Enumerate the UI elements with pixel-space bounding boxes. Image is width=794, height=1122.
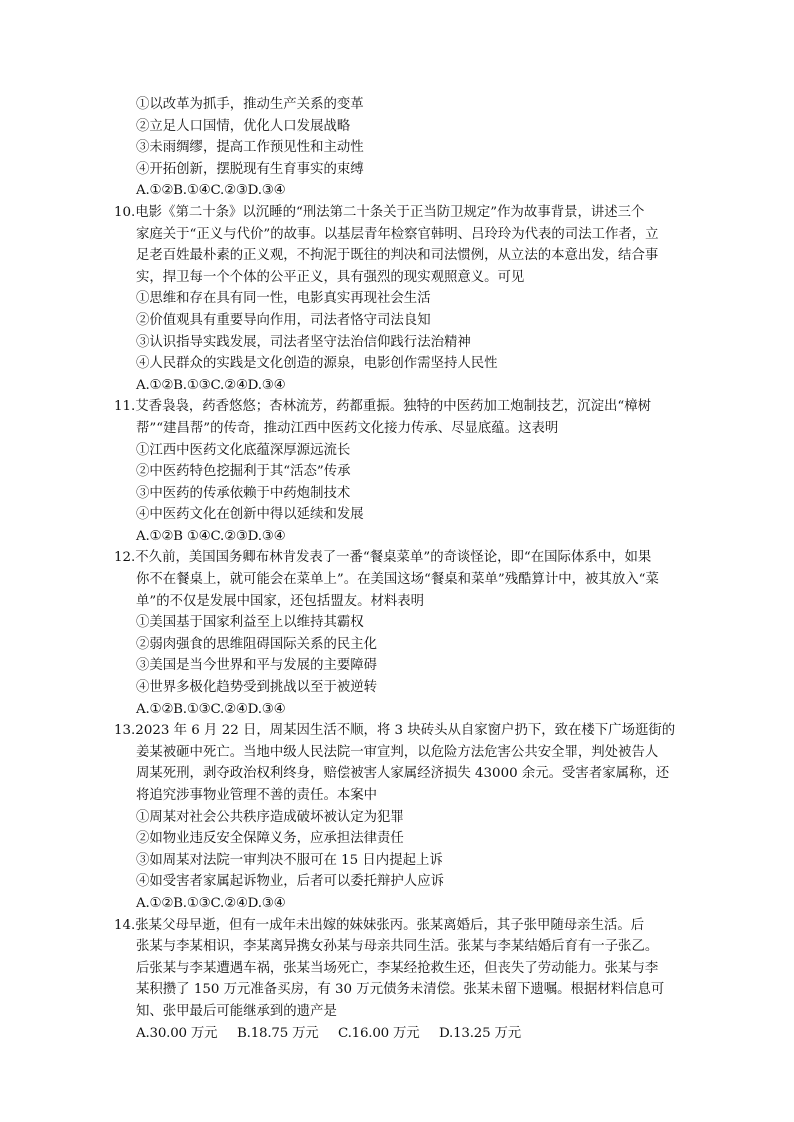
option-line: ②中医药特色挖掘利于其“活态”传承 [136,464,351,480]
question-stem-line: 知、张甲最后可能继承到的遗产是 [136,1003,337,1019]
question-13 [114,720,714,914]
option-line: ④如受害者家属起诉物业，后者可以委托辩护人应诉 [136,874,444,890]
option-line: ③认识指导实践发展，司法者坚守法治信仰践行法治精神 [136,334,471,350]
question-stem-line: 张某与李某相识，李某离异携女孙某与母亲共同生活。张某与李某结婚后育有一子张乙。 [136,939,659,955]
choice-a: A.30.00 万元 [136,1025,218,1041]
option-line: ①美国基于国家利益至上以维持其霸权 [136,615,364,631]
option-line: ②如物业违反安全保障义务，应承担法律责任 [136,831,404,847]
answer-choices: A.①②B.①③C.②④D.③④ [136,377,286,393]
answer-choices: A.①②B.①③C.②④D.③④ [136,895,286,911]
question-stem-line: 帮”“建昌帮”的传奇，推动江西中医药文化接力传承、尽显底蕴。这表明 [136,420,559,436]
answer-choices: A.①②B.①③C.②④D.③④ [136,701,286,717]
choice-d: D.13.25 万元 [439,1025,521,1041]
answer-choices: A.①②B.①④C.②③D.③④ [136,183,286,199]
option-line: ②弱肉强食的思维阻碍国际关系的民主化 [136,636,378,652]
question-12 [114,547,714,720]
question-stem-line: 后张某与李某遭遇车祸，张某当场死亡，李某经抢救生还，但丧失了劳动能力。张某与李 [136,960,659,976]
option-line: ①江西中医药文化底蕴深厚源远流长 [136,442,351,458]
option-line: ③如周某对法院一审判决不服可在 15 日内提起上诉 [136,852,443,868]
exam-content [114,94,714,1044]
question-stem-line: 足老百姓最朴素的正义观，不拘泥于既往的判决和司法惯例，从立法的本意出发，结合事 [136,248,659,264]
answer-choices [114,1023,714,1045]
question-stem-line: 单”的不仅是发展中国家，还包括盟友。材料表明 [136,593,425,609]
question-14 [114,915,714,1045]
option-line: ④中医药文化在创新中得以延续和发展 [136,507,364,523]
question-stem-line: 姜某被砸中死亡。当地中级人民法院一审宣判，以危险方法危害公共安全罪，判处被告人 [136,744,659,760]
option-line: ④人民群众的实践是文化创造的源泉，电影创作需坚持人民性 [136,356,498,372]
question-9 [114,94,714,202]
question-stem-line: 周某死刑，剥夺政治权利终身，赔偿被害人家属经济损失 43000 余元。受害者家属称，还 [136,766,670,782]
question-11 [114,396,714,547]
question-stem-line: 13.2023 年 6 月 22 日，周某因生活不顺，将 3 块砖头从自家窗户扔下，致在楼下广场逛街的 [114,723,676,739]
option-line: ③未雨绸缪，提高工作预见性和主动性 [136,140,364,156]
question-stem-line: 实，捍卫每一个个体的公平正义，具有强烈的现实观照意义。可见 [136,269,525,285]
option-line: ②价值观具有重要导向作用，司法者恪守司法良知 [136,312,431,328]
question-stem-line: 将追究涉事物业管理不善的责任。本案中 [136,788,378,803]
choice-b: B.18.75 万元 [237,1025,319,1041]
answer-choices: A.①②B ①④C.②③D.③④ [136,528,286,544]
question-stem-line: 14.张某父母早逝，但有一成年未出嫁的妹妹张丙。张某离婚后，其子张甲随母亲生活。后 [114,917,645,933]
option-line: ②立足人口国情，优化人口发展战略 [136,118,351,134]
option-line: ④世界多极化趋势受到挑战以至于被逆转 [136,680,378,696]
question-stem-line: 10.电影《第二十条》以沉睡的“刑法第二十条关于正当防卫规定”作为故事背景，讲述三个 [114,204,645,220]
question-10 [114,202,714,396]
option-line: ③中医药的传承依赖于中药炮制技术 [136,485,351,501]
question-stem-line: 你不在餐桌上，就可能会在菜单上”。在美国这场“餐桌和菜单”残酷算计中，被其放入“菜 [136,572,659,588]
option-line: ③美国是当今世界和平与发展的主要障碍 [136,658,378,674]
option-line: ④开拓创新，摆脱现有生育事实的束缚 [136,161,364,177]
question-stem-line: 12.不久前，美国国务卿布林肯发表了一番“餐桌菜单”的奇谈怪论，即“在国际体系中，如果 [114,550,652,566]
question-stem-line: 某积攒了 150 万元准备买房，有 30 万元债务未清偿。张某未留下遗嘱。根据材料信息可 [136,982,665,998]
choice-c: C.16.00 万元 [338,1025,420,1041]
option-line: ①周某对社会公共秩序造成破坏被认定为犯罪 [136,809,404,825]
option-line: ①以改革为抓手，推动生产关系的变革 [136,97,364,112]
question-stem-line: 11.艾香袅袅，药香悠悠；杏林流芳，药都重振。独特的中医药加工炮制技艺，沉淀出“樟树 [114,399,651,415]
option-line: ①思维和存在具有同一性，电影真实再现社会生活 [136,291,431,307]
question-stem-line: 家庭关于“正义与代价”的故事。以基层青年检察官韩明、吕玲玲为代表的司法工作者，立 [136,226,659,242]
